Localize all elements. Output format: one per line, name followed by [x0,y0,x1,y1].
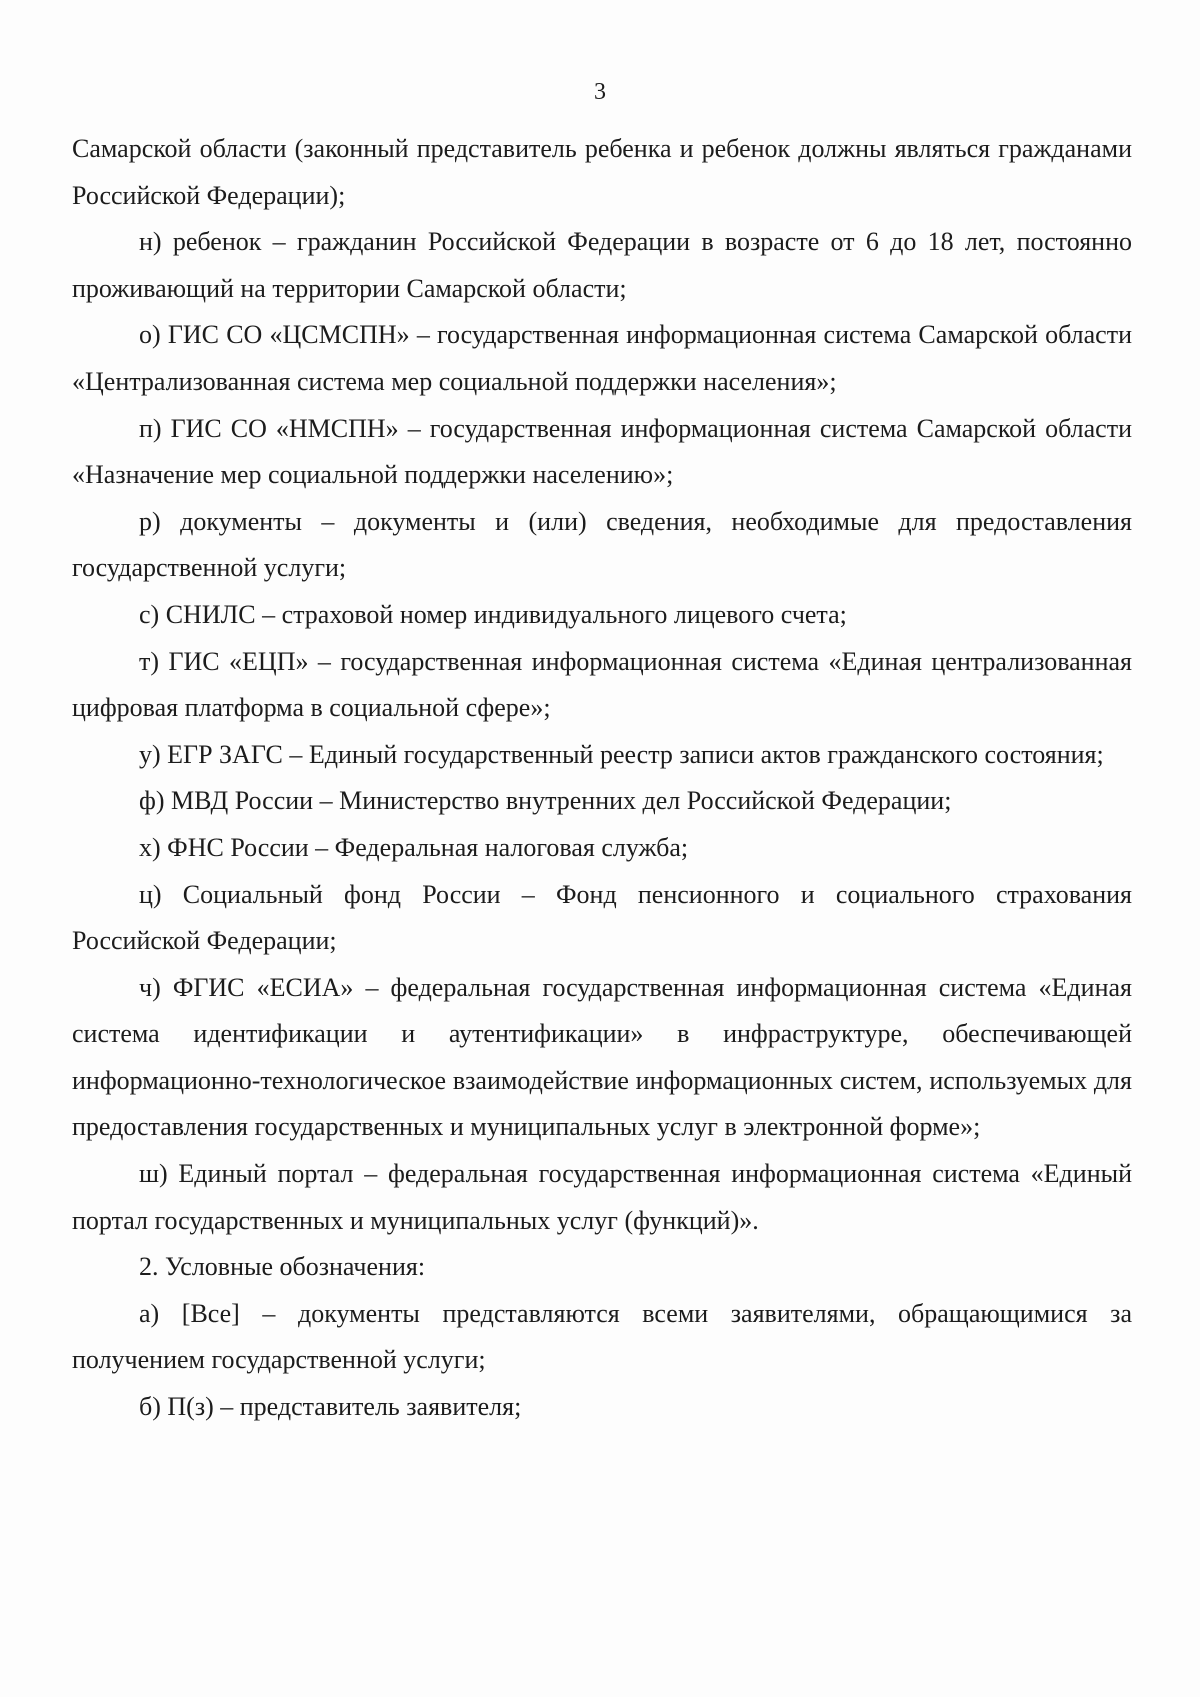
paragraph-item-n: н) ребенок – гражданин Российской Федерации в возрасте от 6 до 18 лет, постоянно проживающий на территории Самарской области; [72,227,1132,303]
document-body [72,126,1132,1431]
paragraph-item-ts: ц) Социальный фонд России – Фонд пенсионного и социального страхования Российской Федерации; [72,879,1132,956]
paragraph-item-s: с) СНИЛС – страховой номер индивидуального лицевого счета; [139,599,847,629]
section-heading-2: 2. Условные обозначения: [139,1252,426,1282]
page-number: 3 [594,79,606,105]
paragraph-item-t: т) ГИС «ЕЦП» – государственная информационная система «Единая централизованная цифровая платформа в социальной сфере»; [72,646,1132,723]
paragraph-continuation: Самарской области (законный представитель ребенка и ребенок должны являться гражданами Российской Федерации); [72,134,1132,210]
paragraph-item-sh: ш) Единый портал – федеральная государственная информационная система «Единый портал государственных и муниципальных услуг (функций)». [72,1159,1132,1235]
paragraph-item-h: х) ФНС России – Федеральная налоговая служба; [139,832,689,862]
paragraph-item-u: у) ЕГР ЗАГС – Единый государственный реестр записи актов гражданского состояния; [139,739,1104,769]
paragraph-item-b: б) П(з) – представитель заявителя; [139,1392,522,1422]
paragraph-item-o: о) ГИС СО «ЦСМСПН» – государственная информационная система Самарской области «Централизованная система мер социальной поддержки населения»; [72,320,1132,396]
paragraph-item-f: ф) МВД России – Министерство внутренних дел Российской Федерации; [139,786,952,816]
paragraph-item-ch: ч) ФГИС «ЕСИА» – федеральная государственная информационная система «Единая система идентификации и аутентификации» в инфраструктуре, обеспечивающей информационно-технологическое взаимодействие информационных систем, используемых для предоставления государственных и муниципальных услуг в электронной форме»; [72,972,1132,1142]
paragraph-item-a: а) [Все] – документы представляются всеми заявителями, обращающимися за получением государственной услуги; [72,1298,1132,1375]
paragraph-item-p: п) ГИС СО «НМСПН» – государственная информационная система Самарской области «Назначение мер социальной поддержки населению»; [72,413,1132,490]
paragraph-item-r: р) документы – документы и (или) сведения, необходимые для предоставления государственной услуги; [72,506,1132,583]
